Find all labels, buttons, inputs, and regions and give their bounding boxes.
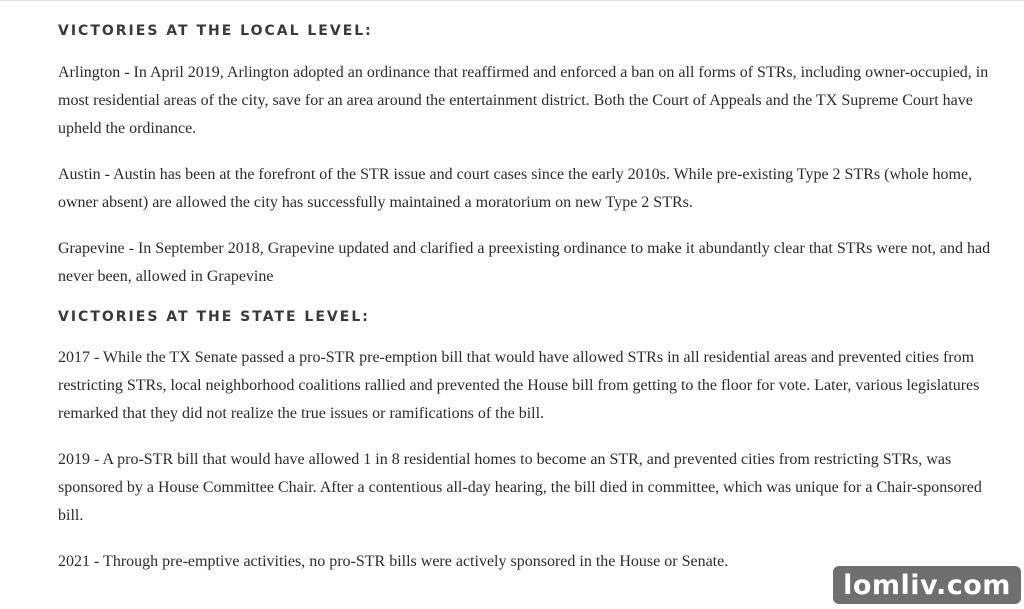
state-victories-heading: VICTORIES AT THE STATE LEVEL: xyxy=(58,309,370,325)
austin-paragraph: Austin - Austin has been at the forefront of the STR issue and court cases since the early 2010s. While pre-existing Type 2 STRs (whole home, owner absent) are allowed the city has successfully maintained a moratorium on new Type 2 STRs. xyxy=(58,166,973,211)
top-divider xyxy=(0,0,1024,4)
arlington-paragraph: Arlington - In April 2019, Arlington adopted an ordinance that reaffirmed and enforced a ban on all forms of STRs, including owner-occupied, in most residential areas of the city, save for an area around the entertainment district. Both the Court of Appeals and the TX Supreme Court have upheld the ordinance. xyxy=(58,64,989,137)
state-2019-paragraph: 2019 - A pro-STR bill that would have allowed 1 in 8 residential homes to become an STR, and prevented cities from restricting STRs, was sponsored by a House Committee Chair. After a contentious all-day hearing, the bill died in committee, which was unique for a Chair-sponsored bill. xyxy=(58,451,982,524)
watermark-text: lomliv.com xyxy=(843,569,1011,601)
local-victories-heading: VICTORIES AT THE LOCAL LEVEL: xyxy=(58,23,373,39)
state-2017-paragraph: 2017 - While the TX Senate passed a pro-STR pre-emption bill that would have allowed STRs in all residential areas and prevented cities from restricting STRs, local neighborhood coalitions rallied and prevented the House bill from getting to the floor for vote. Later, various legislatures remarked that they did not realize the true issues or ramifications of the bill. xyxy=(58,349,980,422)
article-body xyxy=(58,19,998,594)
grapevine-paragraph: Grapevine - In September 2018, Grapevine updated and clarified a preexisting ordinance to make it abundantly clear that STRs were not, and had never been, allowed in Grapevine xyxy=(58,240,991,285)
state-2021-paragraph: 2021 - Through pre-emptive activities, no pro-STR bills were actively sponsored in the House or Senate. xyxy=(58,553,729,570)
site-watermark xyxy=(833,566,1021,604)
